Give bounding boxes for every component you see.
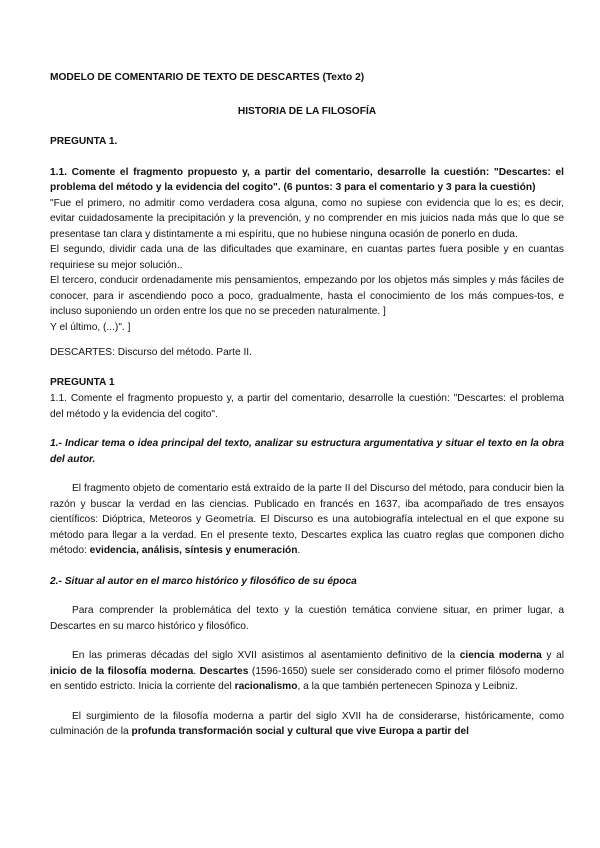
descartes-quote — [50, 196, 564, 336]
p2-bold-inicio-filosofia: inicio de la filosofía moderna — [50, 665, 194, 677]
method-rules-bold: evidencia, análisis, síntesis y enumeración — [89, 545, 298, 556]
section1-body-text: El fragmento objeto de comentario está extraído de la parte II del Discurso del método, para conducir bien la razón y buscar la verdad en las ciencias. Publicado en francés en 1637, iba acompañado de tres ensayos científicos: Dióptrica, Meteoros y Geometría. El Discurso es una autobiografía intelectual en el que expone su método para llegar a la verdad. En el presente texto, Descartes explica las cuatro reglas que componen dicho método: — [50, 483, 564, 556]
p2-text-1: En las primeras décadas del siglo XVII asistimos al asentamiento definitivo de la — [72, 650, 460, 661]
p2-text-2: y al — [541, 650, 565, 661]
subject-heading: HISTORIA DE LA FILOSOFÍA — [237, 105, 377, 117]
p3-bold-transformacion: profunda transformación social y cultural que vive Europa a partir del — [131, 726, 469, 737]
section1-body-end: . — [297, 545, 301, 556]
p2-text-3: . — [193, 665, 200, 677]
quote-rule-4: Y el último, (...)". ] — [50, 321, 131, 333]
section1-body — [50, 481, 564, 559]
p3-text-1: El surgimiento de la filosofía moderna a partir del siglo XVII ha de considerarse, históricamente, como culminación de la — [50, 710, 564, 737]
quote-rule-1: "Fue el primero, no admitir como verdadera cosa alguna, como no supiese con evidencia que lo es; es decir, evitar cuidadosamente la precipitación y la prevención, y no comprender en mis juicios nada más que lo que se presentase tan clara y distintamente a mi espíritu, que no hubiese ninguna ocasión de ponerlo en duda. — [50, 197, 564, 240]
section2-paragraph-2 — [50, 648, 564, 695]
section2-heading: 2.- Situar al autor en el marco histórico y filosófico de su época — [50, 575, 357, 587]
section1-heading: 1.- Indicar tema o idea principal del texto, analizar su estructura argumentativa y situar el texto en la obra del autor. — [50, 438, 564, 465]
p2-bold-descartes: Descartes — [199, 665, 249, 677]
quote-rule-3: El tercero, conducir ordenadamente mis pensamientos, empezando por los objetos más simples y más fáciles de conocer, para ir ascendiendo poco a poco, gradualmente, hasta el conocimiento de los más compues-tos, e incluso suponiendo un orden entre los que no se preceden naturalmente. ] — [50, 275, 564, 317]
section2-paragraph-3 — [50, 709, 564, 740]
p2-text-5: , a la que también pertenecen Spinoza y Leibniz. — [297, 681, 518, 692]
question1-repeat-heading: PREGUNTA 1 — [50, 376, 115, 388]
question1-repeat-text: 1.1. Comente el fragmento propuesto y, a partir del comentario, desarrolle la cuestión: "Descartes: el problema del método y la evidencia del cogito". — [50, 393, 564, 420]
p2-bold-racionalismo: racionalismo — [234, 681, 298, 692]
p2-bold-ciencia-moderna: ciencia moderna — [459, 650, 542, 661]
section2-paragraph-1: Para comprender la problemática del texto y la cuestión temática conviene situar, en primer lugar, a Descartes en su marco histórico y filosófico. — [50, 605, 564, 632]
p2-text-4: (1596-1650) suele ser considerado como el primer filósofo moderno en sentido estricto. Inicia la corriente del — [50, 665, 565, 692]
document-page — [50, 70, 564, 740]
quote-source: DESCARTES: Discurso del método. Parte II. — [50, 347, 252, 358]
question1-prompt: 1.1. Comente el fragmento propuesto y, a partir del comentario, desarrolle la cuestión: "Descartes: el problema del método y la evidencia del cogito". (6 puntos: 3 para el comentario y 3 para la cuestión) — [50, 166, 564, 193]
question1-heading: PREGUNTA 1. — [50, 136, 118, 147]
quote-rule-2: El segundo, dividir cada una de las dificultades que examinare, en cuantas partes fuera posible y en cuantas requiriese su mejor solución.. — [50, 244, 564, 271]
document-title: MODELO DE COMENTARIO DE TEXTO DE DESCARTES (Texto 2) — [50, 72, 365, 83]
